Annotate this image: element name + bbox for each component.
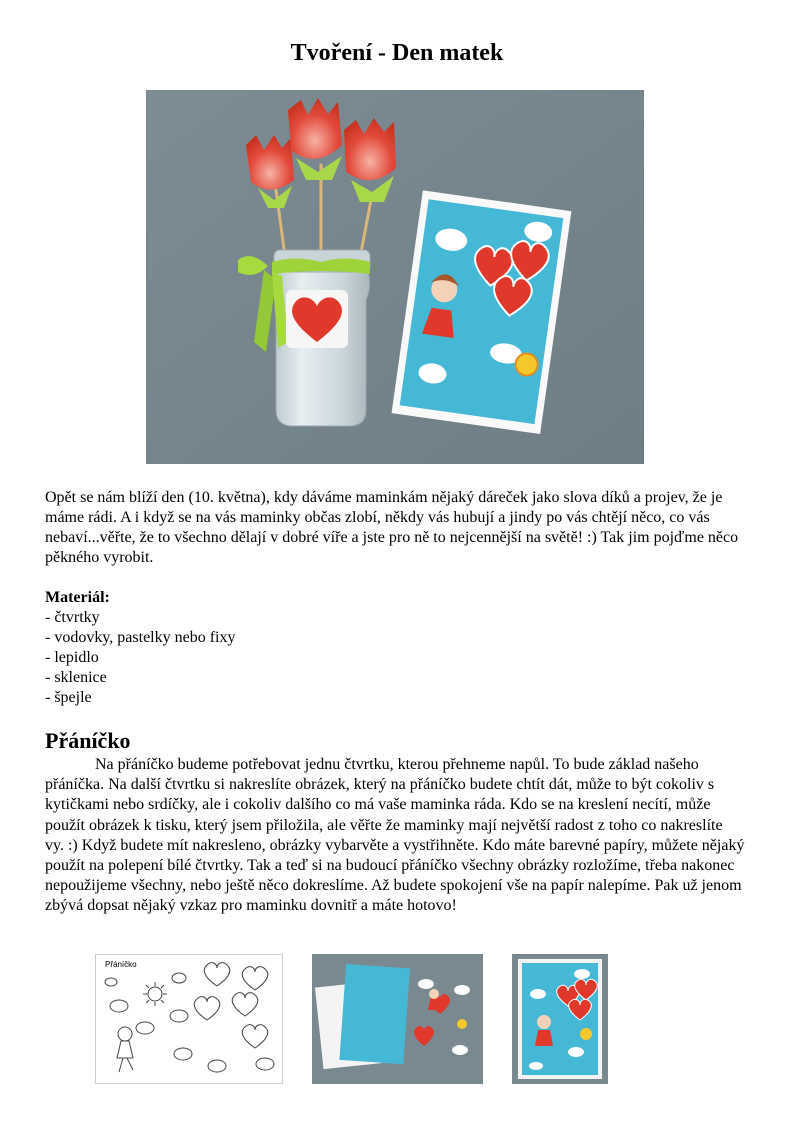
material-item: - vodovky, pastelky nebo fixy — [45, 629, 236, 646]
material-item: - špejle — [45, 689, 92, 706]
finished-card-photo — [512, 954, 608, 1084]
section-heading: Přáníčko — [45, 728, 131, 753]
section-paragraph: Na přáníčko budeme potřebovat jednu čtvrtku, kterou přehneme napůl. To bude základ našeho přáníčka. Na další čtvrtku si nakreslíte obrázek, který na přáníčko budete chtít dát, může to být cokoliv s kytičkami nebo srdíčky, ale i cokoliv dalšího co má vaše maminka ráda. Kdo se na kreslení necítí, může použít obrázek k tisku, který jsem přiložila, ale věřte že maminky mají největší radost z toho co nakreslíte vy. :) Když budete mít nakresleno, obrázky vybarvěte a vystřihněte. Kdo máte barevné papíry, můžete nějaký použít na polepení bílé čtvrtky. Tak a teď si na budoucí přáníčko všechny obrázky rozložíme, třeba nakonec nepoužijeme všechny, nebo ještě něco dokreslíme. Až budete spokojení vše na papír nalepíme. Pak už jenom zbývá dopsat nějaký vzkaz pro maminku dovnitř a máte hotovo! — [45, 756, 745, 915]
card-pieces-photo — [312, 954, 483, 1084]
page-title: Tvoření - Den matek — [290, 40, 504, 66]
material-item: - sklenice — [45, 669, 107, 686]
material-item: - čtvrtky — [45, 609, 100, 626]
intro-paragraph: Opět se nám blíží den (10. května), kdy dáváme maminkám nějaký dáreček jako slova díků a projev, že je máme rádi. A i když se na vás maminky občas zlobí, někdy vás hubují a jindy po vás chtějí něco, co vás nebaví...věřte, že to všechno dělají v dobré víře a jste pro ně to nejcennější na světě! :) Tak jim pojďme něco pěkného vyrobit. — [45, 489, 739, 566]
material-heading: Materiál: — [45, 589, 110, 606]
greeting-card — [392, 190, 572, 434]
printable-template-image — [95, 954, 283, 1084]
hero-photo — [146, 90, 644, 464]
material-item: - lepidlo — [45, 649, 99, 666]
material-list — [45, 608, 235, 708]
template-label: Přáníčko — [105, 960, 137, 969]
